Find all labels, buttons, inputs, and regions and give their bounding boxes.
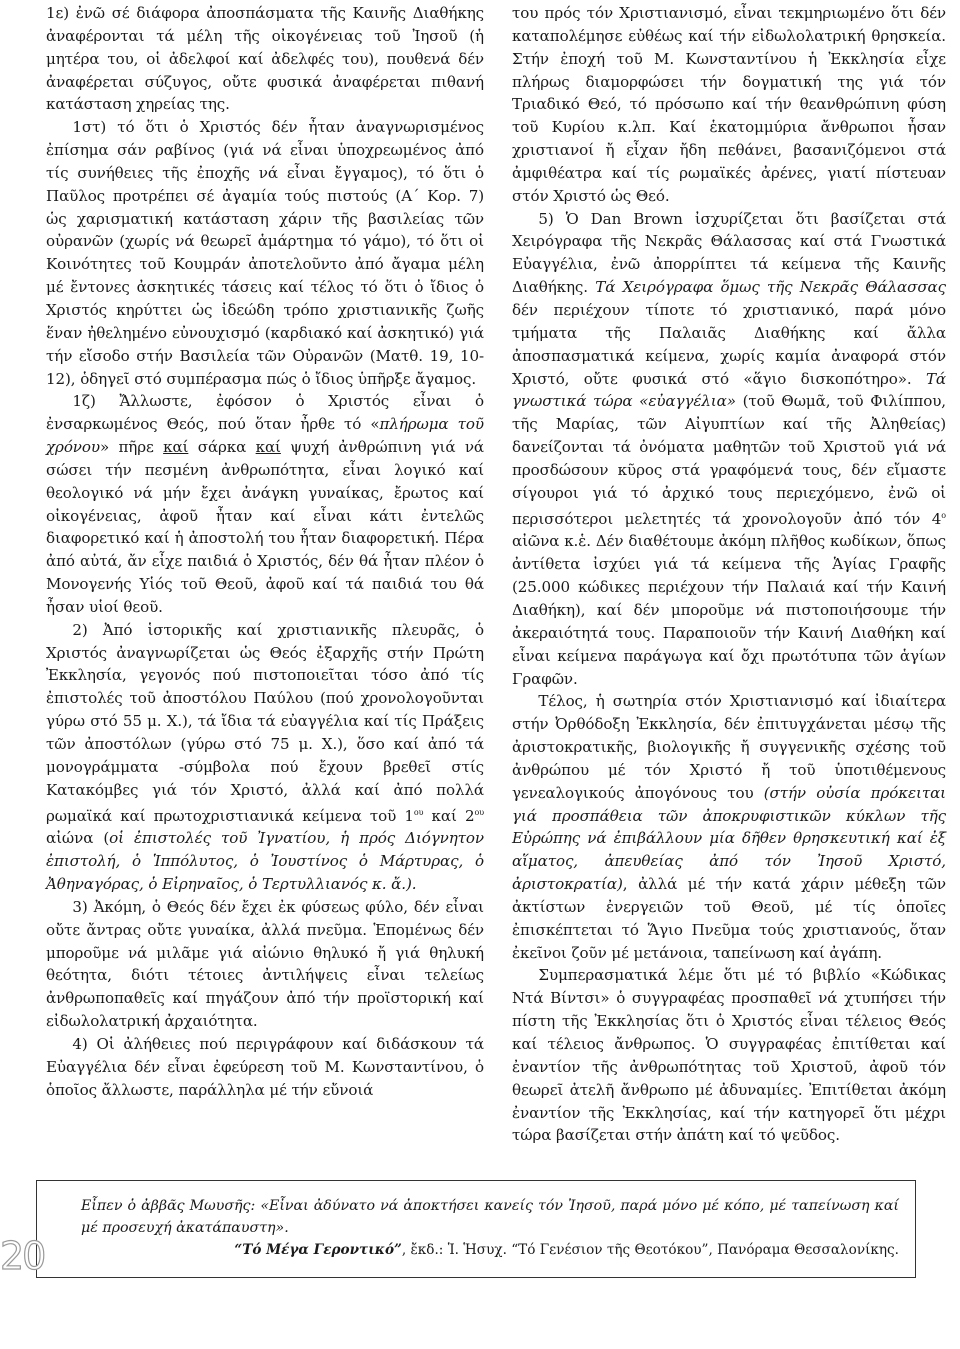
paragraph-1st: 1στ) τό ὅτι ὁ Χριστός δέν ἦταν ἀναγνωρισμένος ἐπίσημα σάν ραβίνος (γιά νά εἶναι ὑποχρεωμένος ἀπό τίς συνήθειες τῆς ἐποχῆς νά εἶναι ἔγγαμος), τό ὅτι ὁ Παῦλος προτρέπει σέ ἀγαμία τούς πιστούς (Α΄ Κορ. 7) ὡς χαρισματική κατάσταση χάριν τῆς βασιλείας τῶν οὐρανῶν (χωρίς νά θεωρεῖ ἁμάρτημα τό γάμο), τό ὅτι οἱ Κοινότητες τοῦ Κουμράν ἀποτελοῦντο ἀπό ἄγαμα μέλη μέ ἔντονες ἀσκητικές τάσεις καί τέλος τό ὅτι ὁ ἴδιος ὁ Χριστός κηρύττει ὡς ἰδεώδη τρόπο χριστιανικῆς ζωῆς ἕναν ἠθελημένο εὐνουχισμό (καρδιακό καί ἀσκητικό) γιά τήν εἴσοδο στήν Βασιλεία τῶν Οὐρανῶν (Ματθ. 19, 10-12), ὁδηγεῖ στό συμπέρασμα πώς ὁ ἴδιος ὑπῆρξε ἄγαμος. — [46, 118, 484, 388]
paragraph-4: 4) Οἱ ἀλήθειες πού περιγράφουν καί διδάσκουν τά Εὐαγγέλια δέν εἶναι ἐφεύρεση τοῦ Μ. Κωνσταντίνου, ὁ ὁποῖος ἄλλωστε, παράλληλα μέ τήν εὔνοιά — [46, 1035, 484, 1099]
emphasis-text: Τά Χειρόγραφα ὅμως τῆς Νεκρᾶς Θάλασσας — [595, 278, 946, 297]
paragraph-1z: 1ζ) Ἄλλωστε, ἐφόσον ὁ Χριστός εἶναι ὁ ἐνσαρκωμένος Θεός, πού ὅταν ἦρθε τό «πλήρωμα τοῦ χρόνου» πῆρε καί σάρκα καί ψυχή ἀνθρώπινη γιά νά σώσει τήν πεσμένη ἀνθρωπότητα, εἶναι λογικό καί θεολογικό νά μήν ἔχει ἀνάγκη γυναίκας, ἔρωτος καί οἰκογένειας, ἀφοῦ ἦταν καί εἶναι κάτι ἐντελῶς διαφορετικό καί ἡ ἀποστολή του ἦταν διαφορετική. Πέρα ἀπό αὐτά, ἄν εἶχε παιδιά ὁ Χριστός, δέν θά ἦταν πλέον ὁ Μονογενής Υἱός τοῦ Θεοῦ, ἀφοῦ καί τά παιδιά του θά ἦσαν υἱοί θεοῦ. — [46, 392, 484, 616]
paragraph-telos: Τέλος, ἡ σωτηρία στόν Χριστιανισμό καί ἰδιαίτερα στήν Ὀρθόδοξη Ἐκκλησία, δέν ἐπιτυγχάνεται μέσῳ τῆς ἀριστοκρατικῆς, βιολογικῆς ἤ συγγενικῆς σχέσης τοῦ ἀνθρώπου μέ τόν Χριστό ἤ τοῦ ὑποτιθέμενους γενεαλογικούς ἀπογόνους του (στήν οὐσία πρόκειται γιά προσπάθεια τῶν ἀποκρυφιστικῶν κύκλων τῆς Εὐρώπης νά ἐπιβάλλουν μία δῆθεν θρησκευτική καί ἐξ αἵματος, ἀπευθείας ἀπό τόν Ἰησοῦ Χριστό, ἀριστοκρατία), ἀλλά μέ τήν κατά χάριν μέθεξη τῶν ἀκτίστων ἐνεργειῶν τοῦ Θεοῦ, μέ τίς ὁποῖες ἐπισκέπτεται τό Ἅγιο Πνεῦμα τούς χριστιανούς, ὅταν ἐκεῖνοι ζοῦν μέ μετάνοια, ταπείνωση καί ἀγάπη. — [512, 692, 946, 962]
paragraph-3: 3) Ἀκόμη, ὁ Θεός δέν ἔχει ἐκ φύσεως φύλο, δέν εἶναι οὔτε ἄντρας οὔτε γυναίκα, ἀλλά πνεῦμα. Ἑπομένως δέν μποροῦμε νά μιλᾶμε γιά αἰώνιο θηλυκό ἤ γιά θηλυκή θεότητα, διότι τέτοιες ἀντιλήψεις εἶναι τελείως ἀνθρωποπαθεῖς καί πηγάζουν ἀπό τήν προϊστορική καί εἰδωλολατρική ἀρχαιότητα. — [46, 897, 484, 1031]
superscript: ου — [413, 807, 424, 817]
emphasis-text: Τά γνωστικά τώρα «εὐαγγέλια» — [512, 369, 946, 411]
right-column — [512, 2, 946, 1147]
left-column — [46, 2, 484, 1102]
emphasis-text: οἱ ἐπιστολές τοῦ Ἰγνατίου, ἡ πρός Διόγνητον ἐπιστολή, ὁ Ἱππόλυτος, ὁ Ἰουστίνος ὁ Μάρτυρας, ὁ Ἀθηναγόρας, ὁ Εἰρηναῖος, ὁ Τερτυλλιανός κ. ἄ.). — [46, 829, 485, 894]
paragraph-1e: 1ε) ἐνῶ σέ διάφορα ἀποσπάσματα τῆς Καινῆς Διαθήκης ἀναφέρονται τά μέλη τῆς οἰκογένειας τοῦ Ἰησοῦ (ἡ μητέρα του, οἱ ἀδελφοί καί ἀδελφές του), πουθενά δέν ἀναφέρεται σύζυγος, οὔτε φυσικά ἀναφέρεται πιθανή κατάσταση χηρείας της. — [46, 4, 484, 114]
emphasis-text: (στήν οὐσία πρόκειται γιά προσπάθεια τῶν ἀποκρυφιστικῶν κύκλων τῆς Εὐρώπης νά ἐπιβάλλουν μία δῆθεν θρησκευτική καί ἐξ αἵματος, ἀπευθείας ἀπό τόν Ἰησοῦ Χριστό, ἀριστοκρατία) — [512, 783, 946, 894]
paragraph-4-continued: του πρός τόν Χριστιανισμό, εἶναι τεκμηριωμένο ὅτι δέν καταπολέμησε εὐθέως καί τήν εἰδωλολατρική θρησκεία. Στήν ἐποχή τοῦ Μ. Κωνσταντίνου ἡ Ἐκκλησία εἶχε πλήρως διαμορφώσει τήν δογματική της γιά τόν Τριαδικό Θεό, τό πρόσωπο καί τήν θεανθρώπινη φύση τοῦ Κυρίου κ.λπ. Καί ἑκατομμύρια ἄνθρωποι ἦσαν χριστιανοί ἤ εἶχαν ἤδη πεθάνει, βασανιζόμενοι στά ἀμφιθέατρα καί τίς ρωμαϊκές ἀρένες, γιατί πίστευαν στόν Χριστό ὡς Θεό. — [512, 4, 946, 205]
underlined-word: καί — [163, 438, 189, 457]
quote-text: Εἶπεν ὁ ἀββᾶς Μωυσῆς: «Εἶναι ἀδύνατο νά ἀποκτήσει κανείς τόν Ἰησοῦ, παρά μόνο μέ κόπο, μέ ταπείνωση καί μέ προσευχή ἀκατάπαυστη». — [81, 1198, 899, 1236]
quote-source: “Τό Μέγα Γεροντικό”, ἔκδ.: Ἱ. Ἡσυχ. “Τό Γενέσιον τῆς Θεοτόκου”, Πανόραμα Θεσσαλονίκης. — [234, 1242, 899, 1258]
paragraph-2: 2) Ἀπό ἱστορικῆς καί χριστιανικῆς πλευρᾶς, ὁ Χριστός ἀναγνωρίζεται ὡς Θεός ἐξαρχῆς στήν Πρώτη Ἐκκλησία, γεγονός πού πιστοποιεῖται τόσο ἀπό τίς ἐπιστολές τοῦ ἀποστόλου Παύλου (πού χρονολογοῦνται γύρω στό 55 μ. Χ.), τά ἴδια τά εὐαγγέλια καί τίς Πράξεις τῶν ἀποστόλων (γύρω στό 75 μ. Χ.), ὅσο καί ἀπό τά μονογράμματα -σύμβολα πού ἔχουν βρεθεῖ στίς Κατακόμβες γιά τόν Χριστό, ἀλλά καί ἀπό πολλά ρωμαϊκά καί πρωτοχριστιανικά κείμενα τοῦ $1^{o\upsilon}$ καί $2^{o\upsilon}$ αἰώνα (οἱ ἐπιστολές τοῦ Ἰγνατίου, ἡ πρός Διόγνητον ἐπιστολή, ὁ Ἱππόλυτος, ὁ Ἰουστίνος ὁ Μάρτυρας, ὁ Ἀθηναγόρας, ὁ Εἰρηναῖος, ὁ Τερτυλλιανός κ. ἄ.). — [46, 620, 485, 894]
page-number: 20 — [0, 1234, 45, 1278]
superscript: ου — [474, 807, 484, 817]
paragraph-conclusion: Συμπερασματικά λέμε ὅτι μέ τό βιβλίο «Κώδικας Ντά Βίντσι» ὁ συγγραφέας προσπαθεῖ νά χτυπήσει τήν πίστη τῆς Ἐκκλησίας ὅτι ὁ Χριστός εἶναι τέλειος Θεός καί τέλειος ἄνθρωπος. Ὁ συγγραφέας ἐπιτίθεται καί ἐναντίον τῆς ἀνθρωπότητας τοῦ Χριστοῦ, ἀφοῦ τόν θεωρεῖ ἀτελῆ ἄνθρωπο μέ ἀδυναμίες. Ἐπιτίθεται ἀκόμη ἐναντίον τῆς Ἐκκλησίας, καί τήν κατηγορεῖ ὅτι μέχρι τώρα βασίζεται στήν ἀπάτη καί τό ψεῦδος. — [512, 966, 946, 1145]
source-title: “Τό Μέγα Γεροντικό” — [234, 1242, 402, 1258]
superscript: ο — [941, 510, 946, 520]
quote-box — [36, 1180, 916, 1278]
emphasis-text: πλήρωμα τοῦ χρόνου — [46, 415, 484, 457]
paragraph-5: 5) Ὁ Dan Brown ἰσχυρίζεται ὅτι βασίζεται στά Χειρόγραφα τῆς Νεκρᾶς Θάλασσας καί στά Γνωστικά Εὐαγγέλια, ἐνῶ ἀπορρίπτει τά κείμενα τῆς Καινῆς Διαθήκης. Τά Χειρόγραφα ὅμως τῆς Νεκρᾶς Θάλασσας δέν περιέχουν τίποτε τό χριστιανικό, παρά μόνο τμήματα τῆς Παλαιᾶς Διαθήκης καί ἄλλα ἀποσπασματικά κείμενα, χωρίς καμία ἀναφορά στόν Χριστό, οὔτε φυσικά στό «ἅγιο δισκοπότηρο». Τά γνωστικά τώρα «εὐαγγέλια» (τοῦ Θωμᾶ, τοῦ Φιλίππου, τῆς Μαρίας, τῶν Αἰγυπτίων καί τῆς Ἀληθείας) δανείζονται τά ὀνόματα μαθητῶν τοῦ Χριστοῦ γιά νά προσδώσουν κῦρος στά γραφόμενά τους, δέν εἴμαστε σίγουροι γιά τό ἀρχικό τους περιεχόμενο, ἐνῶ οἱ περισσότεροι μελετητές τά χρονολογοῦν ἀπό τόν $4^o$ αἰῶνα κ.ἑ. Δέν διαθέτουμε ἀκόμη πλῆθος κωδίκων, ὅπως ἀντίθετα ἰσχύει γιά τά κείμενα τῆς Ἁγίας Γραφῆς (25.000 κώδικες περιέχουν τήν Παλαιά καί τήν Καινή Διαθήκη), καί δέν μποροῦμε νά πιστοποιήσουμε τήν ἀκεραιότητά τους. Παραποιοῦν τήν Καινή Διαθήκη καί εἶναι κείμενα παράγωγα καί ὄχι πρωτότυπα τῶν ἁγίων Γραφῶν. — [512, 209, 946, 688]
underlined-word: καί — [255, 438, 281, 457]
